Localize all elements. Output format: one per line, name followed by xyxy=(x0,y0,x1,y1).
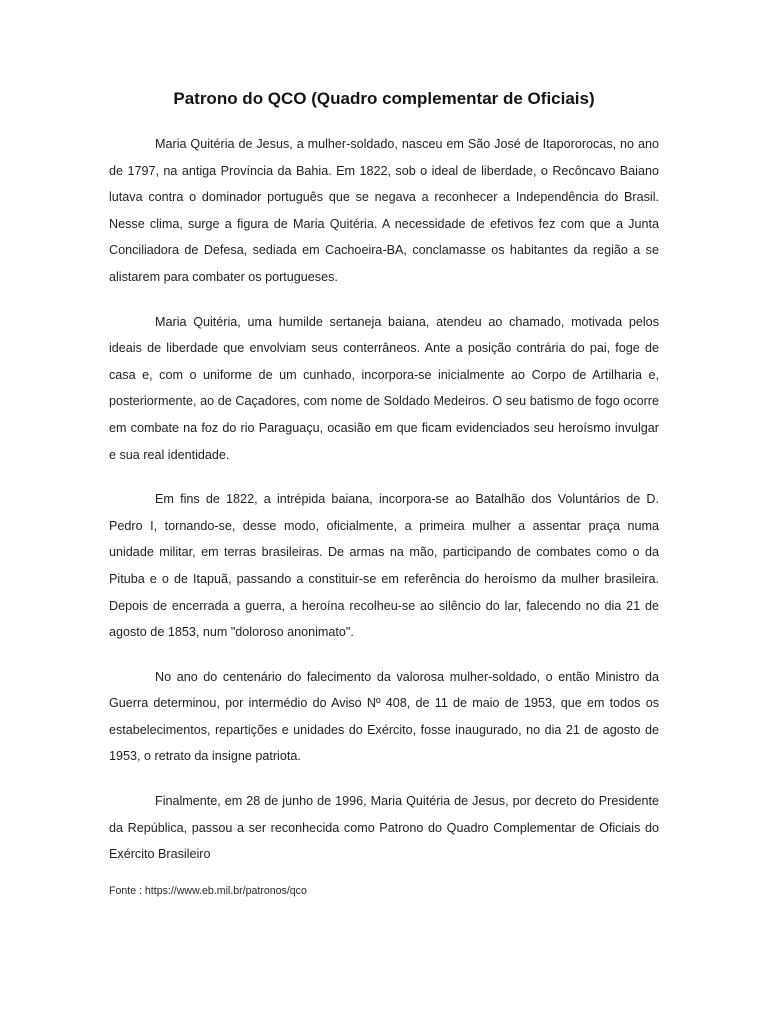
paragraph-centenary: No ano do centenário do falecimento da valorosa mulher-soldado, o então Ministro da Guerra determinou, por intermédio do Aviso Nº 408, de 11 de maio de 1953, que em todos os estabelecimentos, repartições e unidades do Exército, fosse inaugurado, no dia 21 de agosto de 1953, o retrato da insigne patriota. xyxy=(109,669,659,764)
paragraph-patron-decree: Finalmente, em 28 de junho de 1996, Maria Quitéria de Jesus, por decreto do Presidente da República, passou a ser reconhecida como Patrono do Quadro Complementar de Oficiais do Exército Brasileiro xyxy=(109,794,659,862)
paragraph-battalion: Em fins de 1822, a intrépida baiana, incorpora-se ao Batalhão dos Voluntários de D. Pedro I, tornando-se, desse modo, oficialmente, a primeira mulher a assentar praça numa unidade militar, em terras brasileiras. De armas na mão, participando de combates como o da Pituba e o de Itapuã, passando a constituir-se em referência do heroísmo da mulher brasileira. Depois de encerrada a guerra, a heroína recolheu-se ao silêncio do lar, falecendo no dia 21 de agosto de 1853, num "doloroso anonimato". xyxy=(109,492,659,640)
paragraph-enlistment: Maria Quitéria, uma humilde sertaneja baiana, atendeu ao chamado, motivada pelos ideais de liberdade que envolviam seus conterrâneos. Ante a posição contrária do pai, foge de casa e, com o uniforme de um cunhado, incorpora-se inicialmente ao Corpo de Artilharia e, posteriormente, ao de Caçadores, com nome de Soldado Medeiros. O seu batismo de fogo ocorre em combate na foz do rio Paraguaçu, ocasião em que ficam evidenciados seu heroísmo invulgar e sua real identidade. xyxy=(109,314,659,462)
paragraph-birth: Maria Quitéria de Jesus, a mulher-soldado, nasceu em São José de Itapororocas, no ano de 1797, na antiga Província da Bahia. Em 1822, sob o ideal de liberdade, o Recôncavo Baiano lutava contra o dominador português que se negava a reconhecer a Independência do Brasil. Nesse clima, surge a figura de Maria Quitéria. A necessidade de efetivos fez com que a Junta Conciliadora de Defesa, sediada em Cachoeira-BA, conclamasse os habitantes da região a se alistarem para combater os portugueses. xyxy=(109,137,659,284)
source-citation: Fonte : https://www.eb.mil.br/patronos/qco xyxy=(109,884,307,897)
document-title: Patrono do QCO (Quadro complementar de Oficiais) xyxy=(173,89,595,108)
document-page xyxy=(109,86,659,899)
